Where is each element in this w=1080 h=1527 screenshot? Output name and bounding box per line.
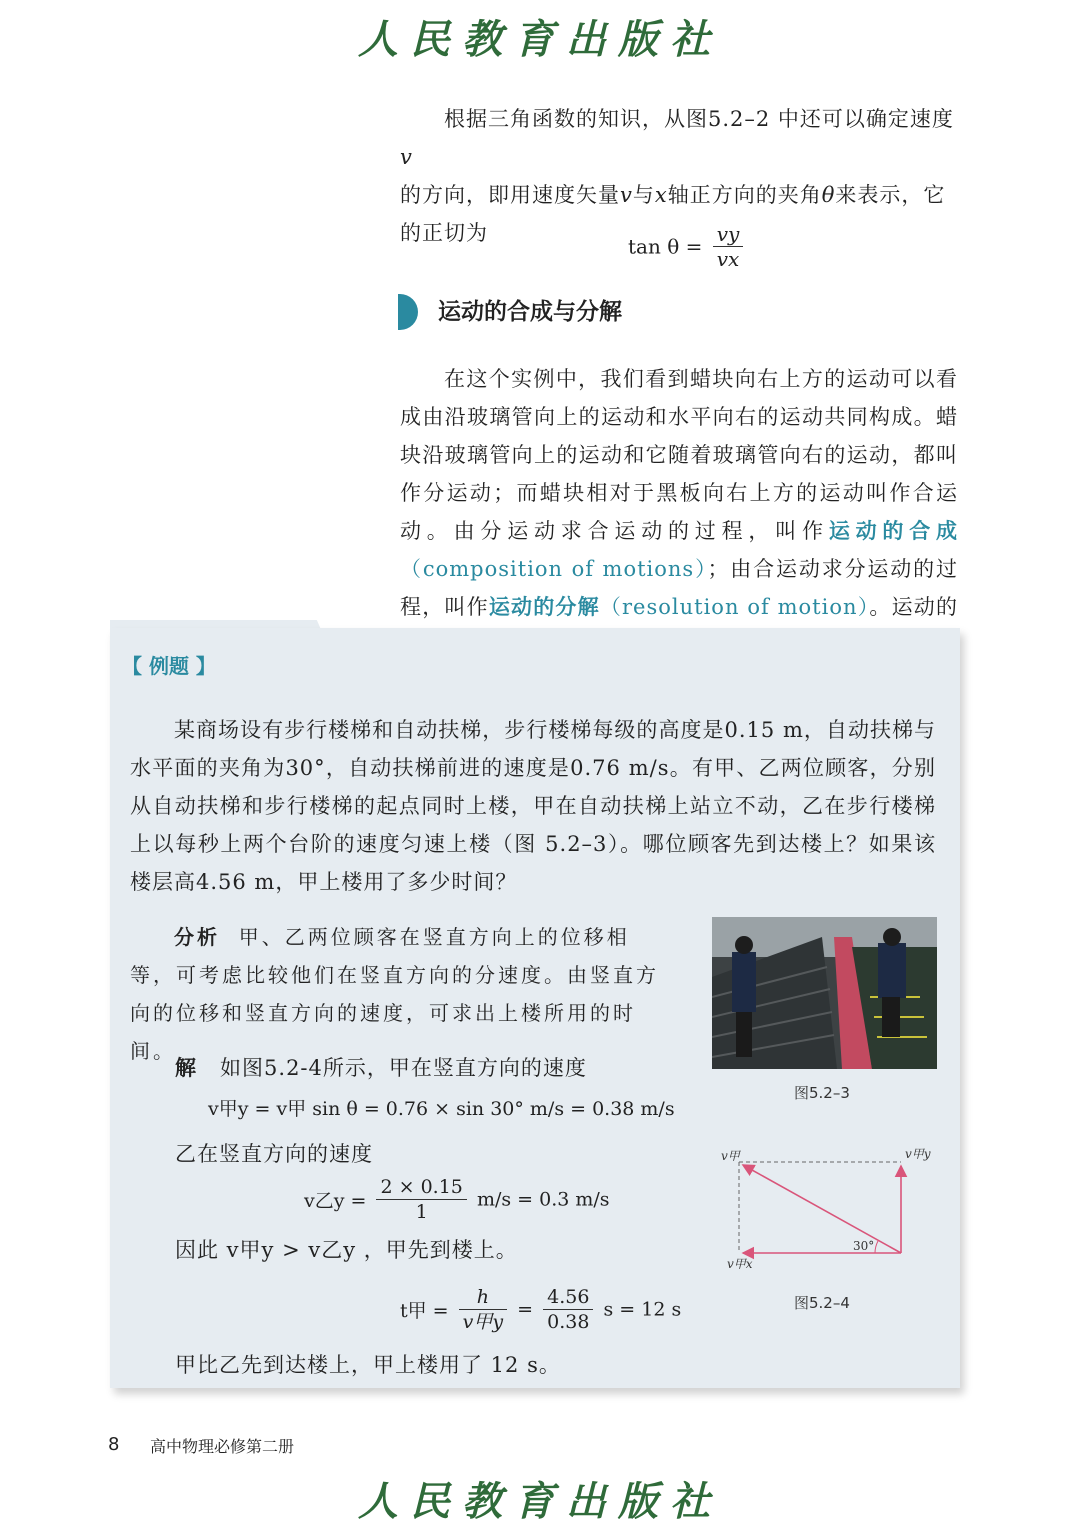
fig4-caption: 图5.2–4 bbox=[794, 1294, 850, 1312]
publisher-logo-top: 人民教育出版社 bbox=[358, 16, 722, 63]
body-end: 。运动的 bbox=[869, 595, 959, 619]
body-p1: 在这个实例中，我们看到蜡块向右上方的运动可以看成由沿玻璃管向上的运动和水平向右的运动共同构成。蜡块沿玻璃管向上的运动和它随着玻璃管向右的运动，都叫作分运动；而蜡块相对于黑板向右上方的运动叫作合运动。由分运动求合运动的过程，叫作 bbox=[400, 367, 958, 543]
term-composition: 运动的合成 bbox=[828, 519, 959, 543]
label-angle: 30° bbox=[853, 1239, 875, 1253]
tan-numerator: vy bbox=[713, 222, 744, 247]
var-v-2: v bbox=[620, 183, 633, 207]
example-label: 【 例题 】 bbox=[122, 654, 216, 678]
intro-line2d: 来表示，它 bbox=[835, 183, 946, 207]
eq2-fraction bbox=[376, 1175, 466, 1224]
term-resolution-en: （resolution of motion） bbox=[599, 595, 870, 619]
eq3-fraction2 bbox=[543, 1285, 593, 1334]
equation-1: v甲y = v甲 sin θ = 0.76 × sin 30° m/s = 0.38 m/s bbox=[208, 1098, 675, 1120]
book-title: 高中物理必修第二册 bbox=[150, 1437, 295, 1456]
eq3-denominator1: v甲y bbox=[462, 1311, 504, 1333]
intro-line2b: 与 bbox=[632, 183, 655, 207]
vector-diagram bbox=[715, 1140, 935, 1280]
var-theta: θ bbox=[821, 183, 836, 207]
intro-line2c: 轴正方向的夹角 bbox=[667, 183, 822, 207]
label-v-jia-x: v甲x bbox=[727, 1257, 753, 1271]
intro-line3: 的正切为 bbox=[400, 221, 488, 245]
solution-line3: 因此 v甲y > v乙y ，甲先到楼上。 bbox=[175, 1238, 518, 1262]
tan-denominator: vx bbox=[716, 247, 740, 271]
solution-label: 解 bbox=[175, 1056, 197, 1080]
eq2-lhs: v乙y = bbox=[304, 1190, 367, 1212]
tan-lhs: tan θ = bbox=[628, 234, 703, 259]
publisher-logo-bottom: 人民教育出版社 bbox=[358, 1478, 722, 1525]
label-v-jia: v甲 bbox=[721, 1149, 740, 1163]
section-marker-icon bbox=[398, 294, 418, 330]
conclusion: 甲比乙先到达楼上，甲上楼用了 12 s。 bbox=[175, 1353, 561, 1377]
example-problem: 某商场设有步行楼梯和自动扶梯，步行楼梯每级的高度是0.15 m，自动扶梯与水平面的夹角为30°，自动扶梯前进的速度是0.76 m/s。有甲、乙两位顾客，分别从自动扶梯和步行楼梯的起点同时上楼，甲在自动扶梯上站立不动，乙在步行楼梯上以每秒上两个台阶的速度匀速上楼（图 5.2–3）。哪位顾客先到达楼上？如果该楼层高4.56 m，甲上楼用了多少时间？ bbox=[130, 718, 936, 894]
eq3-numerator1: h bbox=[459, 1285, 507, 1310]
eq3-denominator2: 0.38 bbox=[547, 1311, 590, 1333]
example-analysis bbox=[130, 918, 670, 1070]
eq3-equals: = bbox=[517, 1298, 534, 1321]
eq3-lhs: t甲 = bbox=[400, 1300, 449, 1322]
v-resultant-arrow bbox=[743, 1165, 901, 1253]
intro-line2a: 的方向，即用速度矢量 bbox=[400, 183, 620, 207]
equation-3 bbox=[400, 1285, 681, 1334]
escalator-photo-illustration bbox=[712, 917, 937, 1069]
page-number: 8 bbox=[108, 1434, 120, 1455]
eq3-fraction1 bbox=[459, 1285, 507, 1334]
solution-line2: 乙在竖直方向的速度 bbox=[175, 1142, 373, 1166]
analysis-text: 甲、乙两位顾客在竖直方向上的位移相等，可考虑比较他们在竖直方向的分速度。由竖直方向的位移和竖直方向的速度，可求出上楼所用的时间。 bbox=[130, 925, 659, 1063]
equation-2 bbox=[304, 1175, 610, 1224]
solution-text1: 如图5.2-4所示，甲在竖直方向的速度 bbox=[220, 1056, 587, 1080]
body-paragraph bbox=[400, 360, 958, 664]
tan-formula bbox=[628, 222, 747, 271]
eq2-numerator: 2 × 0.15 bbox=[376, 1175, 466, 1200]
solution-line1 bbox=[175, 1049, 695, 1087]
var-x: x bbox=[654, 183, 668, 207]
analysis-label: 分析 bbox=[174, 925, 220, 949]
eq3-rhs: s = 12 s bbox=[603, 1298, 682, 1321]
label-v-jia-y: v甲y bbox=[905, 1147, 931, 1161]
fig3-caption: 图5.2–3 bbox=[794, 1084, 850, 1102]
eq3-numerator2: 4.56 bbox=[543, 1285, 593, 1310]
term-resolution: 运动的分解 bbox=[488, 595, 600, 619]
escalator-photo bbox=[712, 917, 937, 1069]
tan-fraction bbox=[713, 222, 744, 271]
var-v: v bbox=[400, 145, 413, 169]
eq2-rhs: m/s = 0.3 m/s bbox=[476, 1188, 610, 1211]
angle-arc bbox=[875, 1241, 878, 1253]
section-title: 运动的合成与分解 bbox=[438, 299, 622, 325]
term-composition-en: （composition of motions） bbox=[400, 557, 708, 581]
eq2-denominator: 1 bbox=[415, 1201, 428, 1223]
body-mid: ；由合运动求分运动的过程，叫作 bbox=[400, 557, 958, 619]
intro-line1: 根据三角函数的知识，从图5.2–2 中还可以确定速度 bbox=[444, 107, 954, 131]
